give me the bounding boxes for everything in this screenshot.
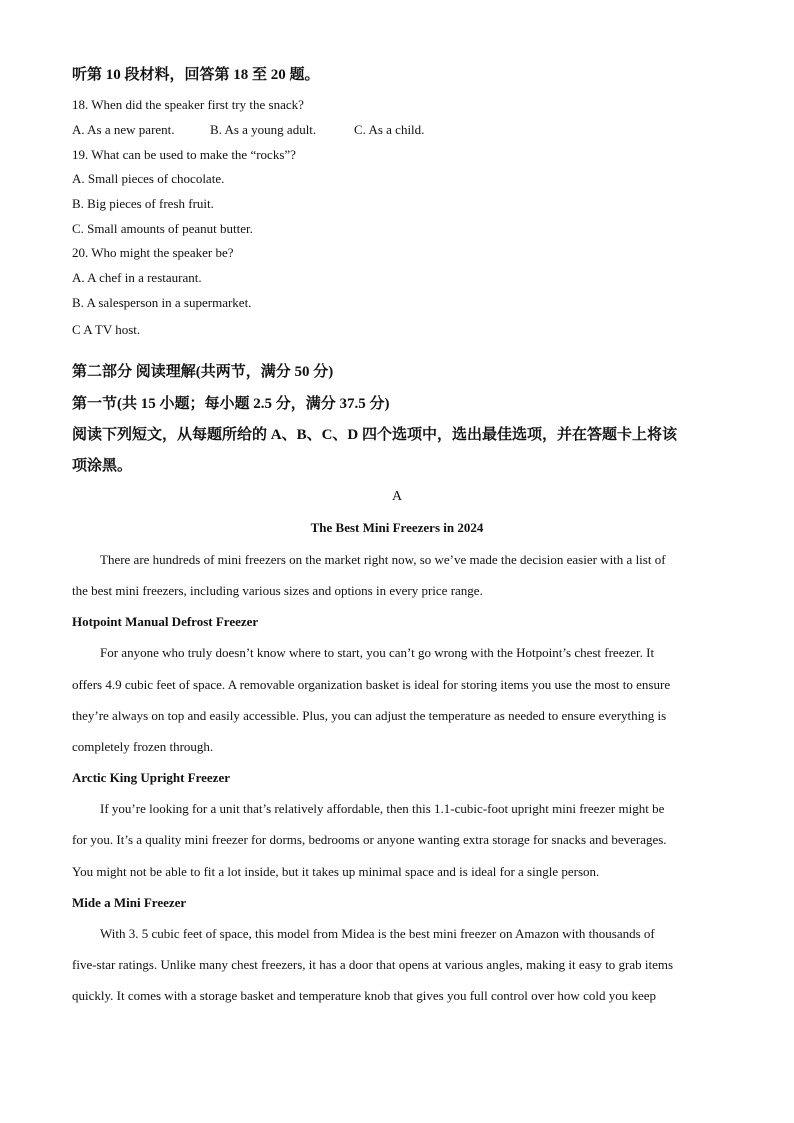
paragraph-line: You might not be able to fit a lot inside, but it takes up minimal space and is ideal for a single person. bbox=[72, 864, 600, 879]
paragraph-line: completely frozen through. bbox=[72, 739, 214, 754]
option-b: B. A salesperson in a supermarket. bbox=[72, 295, 252, 310]
listening-instruction: 听第 10 段材料，回答第 18 至 20 题。 bbox=[72, 67, 320, 83]
paragraph-line: For anyone who truly doesn’t know where to start, you can’t go wrong with the Hotpoint’s chest freezer. It bbox=[100, 645, 655, 660]
question-18-options bbox=[72, 122, 424, 138]
paragraph-line: quickly. It comes with a storage basket and temperature knob that gives you full control over how cold you keep bbox=[72, 988, 656, 1003]
section-heading: 第一节(共 15 小题；每小题 2.5 分，满分 37.5 分) bbox=[72, 396, 390, 412]
option-b: B. Big pieces of fresh fruit. bbox=[72, 196, 214, 211]
subheading: Mide a Mini Freezer bbox=[72, 895, 187, 910]
question-18: 18. When did the speaker first try the snack? bbox=[72, 97, 304, 112]
option-c: C. As a child. bbox=[354, 122, 425, 137]
paragraph-line: for you. It’s a quality mini freezer for dorms, bedrooms or anyone wanting extra storage for snacks and beverages. bbox=[72, 832, 667, 847]
option-b: B. As a young adult. bbox=[210, 122, 317, 137]
option-a: A. A chef in a restaurant. bbox=[72, 270, 202, 285]
option-a: A. Small pieces of chocolate. bbox=[72, 171, 225, 186]
question-19: 19. What can be used to make the “rocks”? bbox=[72, 147, 296, 162]
paragraph-line: offers 4.9 cubic feet of space. A removable organization basket is ideal for storing items you use the most to ensure bbox=[72, 677, 671, 692]
subheading: Hotpoint Manual Defrost Freezer bbox=[72, 614, 259, 629]
option-c: C A TV host. bbox=[72, 322, 141, 337]
paragraph-line: five-star ratings. Unlike many chest freezers, it has a door that opens at various angles, making it easy to grab items bbox=[72, 957, 674, 972]
part-heading: 第二部分 阅读理解(共两节，满分 50 分) bbox=[72, 364, 334, 380]
passage-title: The Best Mini Freezers in 2024 bbox=[310, 520, 484, 535]
reading-instruction: 阅读下列短文，从每题所给的 A、B、C、D 四个选项中，选出最佳选项，并在答题卡上将该 bbox=[72, 427, 678, 443]
paragraph-line: If you’re looking for a unit that’s relatively affordable, then this 1.1-cubic-foot upright mini freezer might be bbox=[100, 801, 665, 816]
paragraph-line: With 3. 5 cubic feet of space, this model from Midea is the best mini freezer on Amazon with thousands of bbox=[100, 926, 655, 941]
paragraph-line: the best mini freezers, including various sizes and options in every price range. bbox=[72, 583, 483, 598]
option-c: C. Small amounts of peanut butter. bbox=[72, 221, 253, 236]
subheading: Arctic King Upright Freezer bbox=[72, 770, 230, 785]
question-20: 20. Who might the speaker be? bbox=[72, 245, 234, 260]
reading-instruction-cont: 项涂黑。 bbox=[72, 458, 133, 474]
paragraph-line: There are hundreds of mini freezers on the market right now, so we’ve made the decision easier with a list of bbox=[100, 552, 666, 567]
paragraph-line: they’re always on top and easily accessible. Plus, you can adjust the temperature as needed to ensure everything is bbox=[72, 708, 667, 723]
passage-letter: A bbox=[391, 489, 403, 504]
option-a: A. As a new parent. bbox=[72, 122, 175, 137]
